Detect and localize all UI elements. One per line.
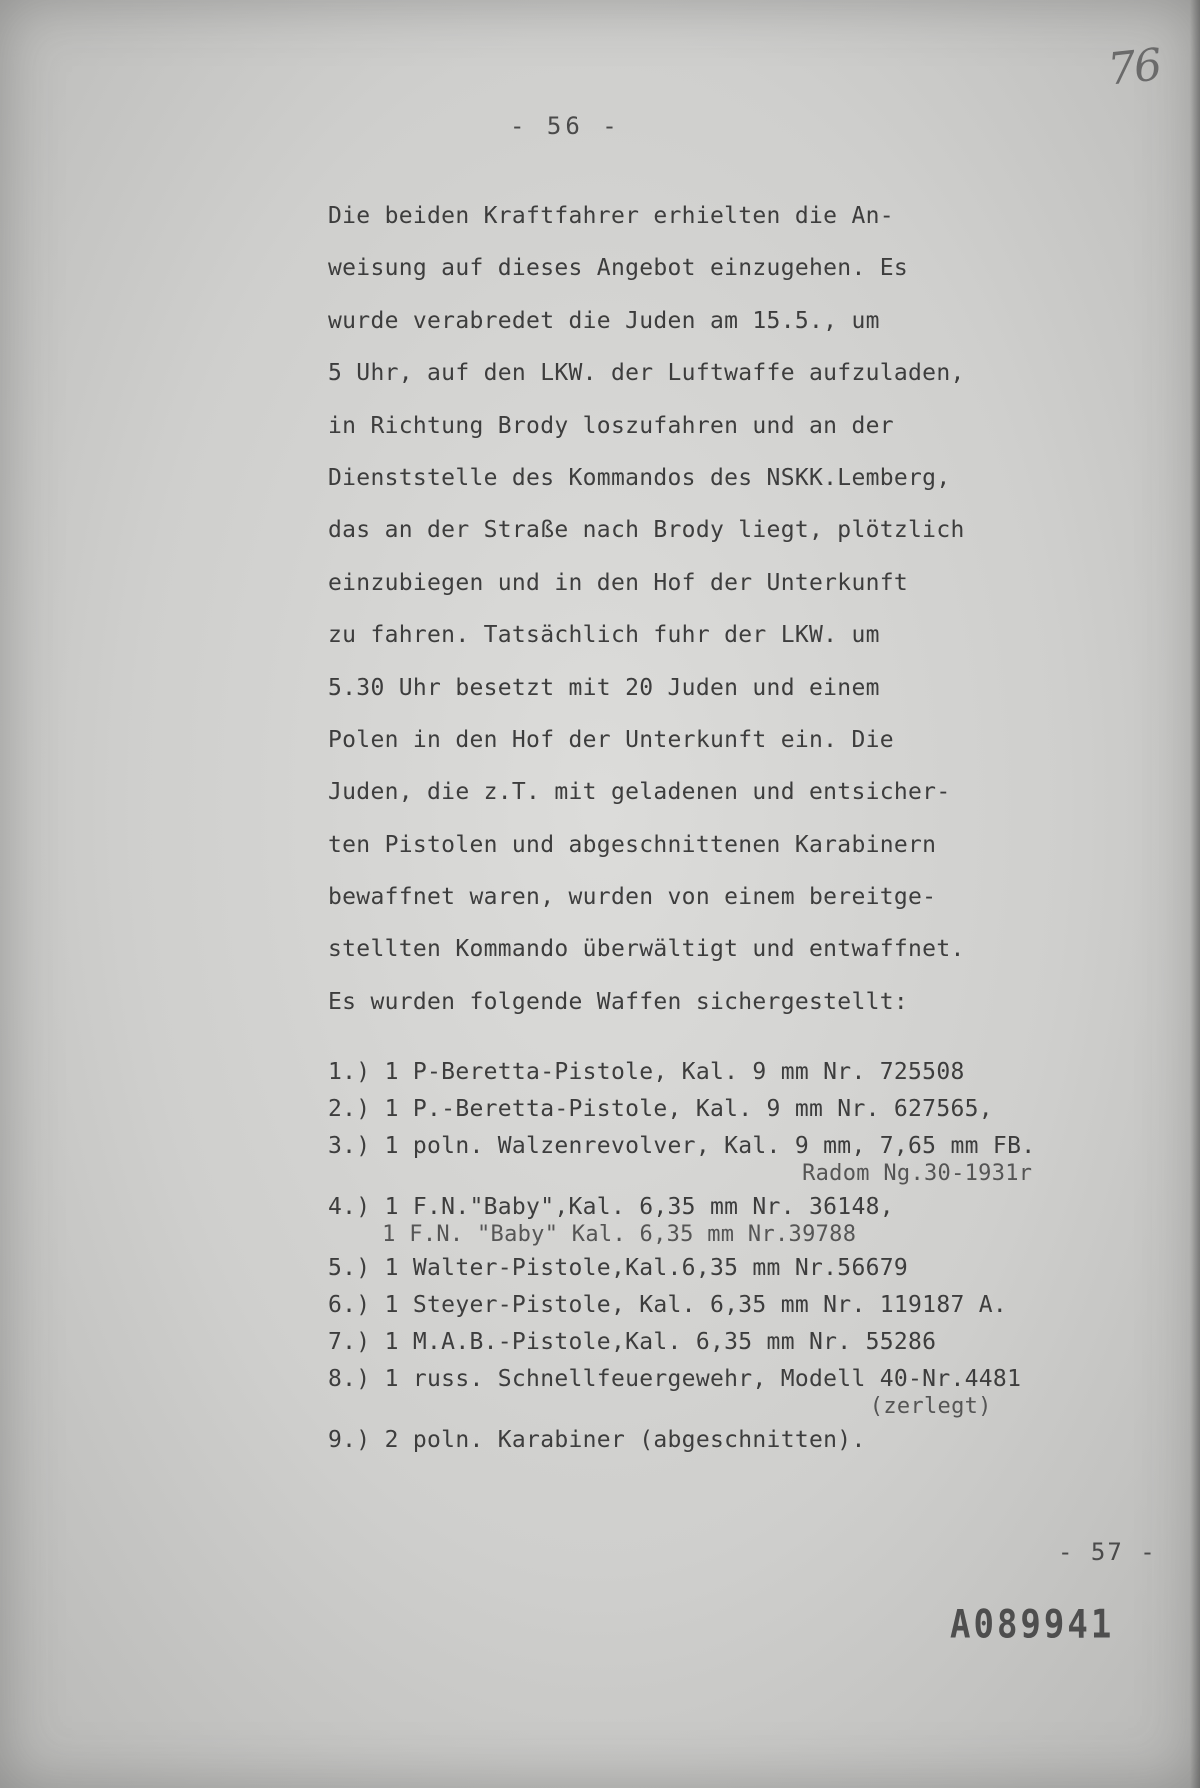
body-line: Juden, die z.T. mit geladenen und entsicher-: [328, 779, 951, 806]
weapon-subline: 1 F.N. "Baby" Kal. 6,35 mm Nr.39788: [328, 1222, 857, 1247]
archive-stamp: A089941: [950, 1602, 1115, 1648]
body-line: einzubiegen und in den Hof der Unterkunft: [328, 569, 909, 596]
body-line: weisung auf dieses Angebot einzugehen. Es: [328, 255, 909, 282]
weapon-line: 2.) 1 P.-Beretta-Pistole, Kal. 9 mm Nr. 627565,: [328, 1096, 993, 1122]
weapon-subline: (zerlegt): [328, 1394, 992, 1419]
body-line: ten Pistolen und abgeschnittenen Karabinern: [328, 831, 937, 858]
body-line: wurde verabredet die Juden am 15.5., um: [328, 307, 880, 334]
weapon-line: 6.) 1 Steyer-Pistole, Kal. 6,35 mm Nr. 119187 A.: [328, 1292, 1008, 1318]
weapon-item: [328, 1057, 1158, 1088]
weapon-line: 8.) 1 russ. Schnellfeuergewehr, Modell 40-Nr.4481: [328, 1366, 1022, 1392]
weapon-item: [328, 1192, 1158, 1247]
body-line: stellten Kommando überwältigt und entwaffnet.: [328, 936, 965, 963]
body-line: 5.30 Uhr besetzt mit 20 Juden und einem: [328, 674, 880, 701]
page-number: - 56 -: [510, 112, 621, 140]
weapon-line: 4.) 1 F.N."Baby",Kal. 6,35 mm Nr. 36148,: [328, 1194, 894, 1220]
weapons-list: [328, 1057, 1158, 1456]
weapon-line: 3.) 1 poln. Walzenrevolver, Kal. 9 mm, 7,65 mm FB.: [328, 1133, 1036, 1159]
body-line: 5 Uhr, auf den LKW. der Luftwaffe aufzuladen,: [328, 360, 965, 387]
weapon-line: 5.) 1 Walter-Pistole,Kal.6,35 mm Nr.56679: [328, 1255, 909, 1281]
weapon-item: [328, 1327, 1158, 1358]
body-paragraph: [328, 190, 1088, 1028]
weapon-subline: Radom Ng.30-1931r: [328, 1161, 1033, 1186]
body-line: in Richtung Brody loszufahren und an der: [328, 412, 894, 439]
handwritten-folio-number: 76: [1105, 39, 1163, 96]
body-line: das an der Straße nach Brody liegt, plötzlich: [328, 517, 965, 544]
body-line: Polen in den Hof der Unterkunft ein. Die: [328, 726, 894, 753]
weapon-line: 1.) 1 P-Beretta-Pistole, Kal. 9 mm Nr. 725508: [328, 1059, 965, 1085]
weapon-line: 9.) 2 poln. Karabiner (abgeschnitten).: [328, 1427, 866, 1453]
weapon-item: [328, 1094, 1158, 1125]
next-page-marker: - 57 -: [1058, 1538, 1157, 1566]
body-line: zu fahren. Tatsächlich fuhr der LKW. um: [328, 622, 880, 649]
body-line: bewaffnet waren, wurden von einem bereitge-: [328, 884, 937, 911]
weapon-item: [328, 1131, 1158, 1186]
weapon-item: [328, 1364, 1158, 1419]
body-line: Die beiden Kraftfahrer erhielten die An-: [328, 203, 894, 229]
weapon-item: [328, 1425, 1158, 1456]
weapon-line: 7.) 1 M.A.B.-Pistole,Kal. 6,35 mm Nr. 55286: [328, 1329, 937, 1355]
weapon-item: [328, 1253, 1158, 1284]
weapon-item: [328, 1290, 1158, 1321]
body-line: Dienststelle des Kommandos des NSKK.Lemberg,: [328, 464, 951, 491]
body-line: Es wurden folgende Waffen sichergestellt:: [328, 988, 909, 1015]
